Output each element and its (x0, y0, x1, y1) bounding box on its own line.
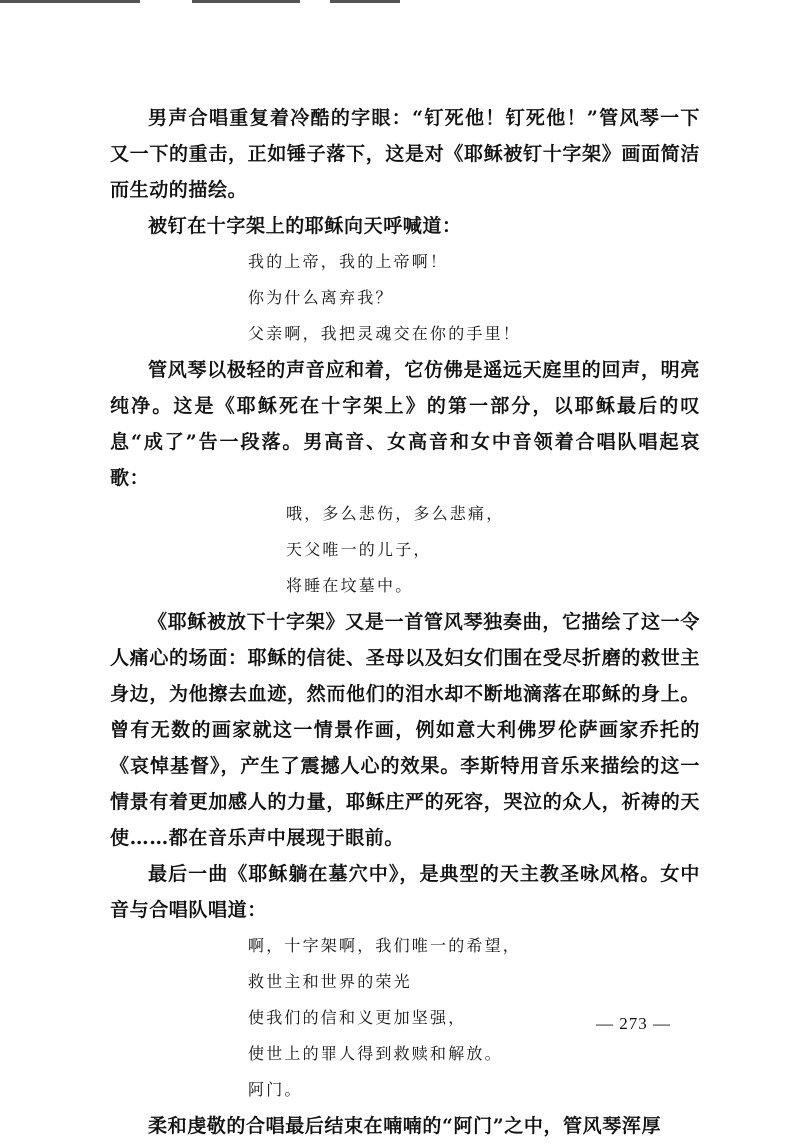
verse-line: 啊，十字架啊，我们唯一的希望， (248, 936, 522, 955)
scan-edge-rule (0, 0, 140, 3)
verse-block-jesus (110, 244, 700, 352)
paragraph-organ-echo: 管风琴以极轻的声音应和着，它仿佛是遥远天庭里的回声，明亮纯净。这是《耶稣死在十字架上》的第一部分，以耶稣最后的叹息“成了”告一段落。男高音、女高音和女中音领着合唱队唱起哀歌： (110, 359, 700, 489)
verse-line: 天父唯一的儿子， (286, 540, 432, 559)
verse-line: 使世上的罪人得到救赎和解放。 (248, 1044, 503, 1063)
paragraph-descent-from-cross: 《耶稣被放下十字架》又是一首管风琴独奏曲，它描绘了这一令人痛心的场面：耶稣的信徒、圣母以及妇女们围在受尽折磨的救世主身边，为他擦去血迹，然而他们的泪水却不断地滴落在耶稣的身上。曾有无数的画家就这一情景作画，例如意大利佛罗伦萨画家乔托的《哀悼基督》，产生了震撼人心的效果。李斯特用音乐来描绘的这一情景有着更加感人的力量，耶稣庄严的死容，哭泣的众人，祈祷的天使……都在音乐声中展现于眼前。 (110, 611, 700, 849)
paragraph-closing-amen: 柔和虔敬的合唱最后结束在喃喃的“阿门”之中，管风琴浑厚 (148, 1115, 662, 1137)
verse-line: 哦，多么悲伤，多么悲痛， (286, 504, 505, 523)
paragraph-chorus-crucify: 男声合唱重复着冷酷的字眼：“钉死他！钉死他！”管风琴一下又一下的重击，正如锤子落下，这是对《耶稣被钉十字架》画面简洁而生动的描绘。 (110, 107, 700, 201)
paragraph-jesus-cries: 被钉在十字架上的耶稣向天呼喊道： (148, 215, 462, 237)
book-page (110, 100, 700, 1144)
verse-line: 我的上帝，我的上帝啊！ (248, 252, 449, 271)
paragraph-entombment: 最后一曲《耶稣躺在墓穴中》，是典型的天主教圣咏风格。女中音与合唱队唱道： (110, 863, 700, 921)
verse-line: 使我们的信和义更加坚强， (248, 1008, 467, 1027)
scan-edge-rule (192, 0, 300, 3)
verse-line: 将睡在坟墓中。 (286, 576, 414, 595)
verse-block-lament (110, 496, 700, 604)
scan-edge-rule (330, 0, 400, 3)
verse-line: 救世主和世界的荣光 (248, 972, 412, 991)
verse-line: 你为什么离弃我？ (248, 288, 394, 307)
page-number: — 273 — (596, 1014, 671, 1033)
verse-line: 阿门。 (248, 1080, 303, 1099)
verse-line: 父亲啊，我把灵魂交在你的手里！ (248, 324, 522, 343)
